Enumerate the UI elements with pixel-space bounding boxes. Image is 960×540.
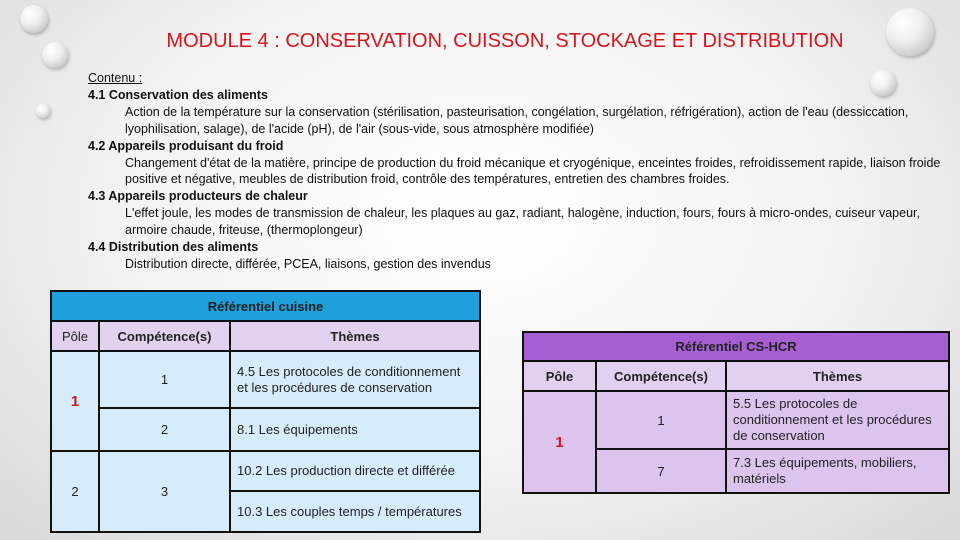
referentiel-cshcr-table: [522, 331, 950, 494]
header-competences: Compétence(s): [596, 361, 726, 391]
theme-cell: 8.1 Les équipements: [230, 408, 480, 451]
header-themes: Thèmes: [230, 321, 480, 351]
competence-cell: 3: [99, 451, 230, 532]
table-caption: Référentiel cuisine: [51, 291, 480, 321]
content-label: Contenu :: [88, 71, 143, 85]
section-heading: 4.2 Appareils produisant du froid: [88, 138, 284, 153]
water-drop-decoration: [20, 5, 48, 33]
competence-cell: 1: [99, 351, 230, 408]
competence-cell: 1: [596, 391, 726, 449]
pole-cell: 2: [51, 451, 99, 532]
water-drop-decoration: [36, 104, 50, 118]
section-text: Action de la température sur la conservation (stérilisation, pasteurisation, congélation, surgélation, réfrigération), action de l'eau (dessiccation, lyophilisation, salage), de l'acide (pH), de l'air (sous-vide, sous atmosphère modifiée): [125, 104, 909, 136]
module-content: [88, 70, 948, 273]
theme-cell: 4.5 Les protocoles de conditionnement et les procédures de conservation: [230, 351, 480, 408]
theme-cell: 7.3 Les équipements, mobiliers, matériels: [726, 449, 949, 493]
section-text: Distribution directe, différée, PCEA, liaisons, gestion des invendus: [125, 256, 491, 271]
referentiel-cuisine-table: [50, 290, 481, 533]
pole-cell: 1: [51, 351, 99, 451]
section-heading: 4.4 Distribution des aliments: [88, 240, 259, 255]
page-title: MODULE 4 : CONSERVATION, CUISSON, STOCKAGE ET DISTRIBUTION: [166, 30, 844, 52]
header-themes: Thèmes: [726, 361, 949, 391]
table-caption: Référentiel CS-HCR: [523, 332, 949, 361]
header-pole: Pôle: [51, 321, 99, 351]
header-competences: Compétence(s): [99, 321, 230, 351]
theme-cell: 5.5 Les protocoles de conditionnement et les procédures de conservation: [726, 391, 949, 449]
competence-cell: 2: [99, 408, 230, 451]
theme-cell: 10.3 Les couples temps / températures: [230, 491, 480, 532]
section-heading: 4.1 Conservation des aliments: [88, 87, 268, 102]
section-heading: 4.3 Appareils producteurs de chaleur: [88, 189, 308, 204]
header-pole: Pôle: [523, 361, 596, 391]
theme-cell: 10.2 Les production directe et différée: [230, 451, 480, 491]
pole-cell: 1: [523, 391, 596, 493]
section-text: L'effet joule, les modes de transmission de chaleur, les plaques au gaz, radiant, halogène, induction, fours, fours à micro-ondes, cuiseur vapeur, armoire chaude, friteuse, (thermoplongeur): [125, 206, 920, 238]
competence-cell: 7: [596, 449, 726, 493]
section-text: Changement d'état de la matière, principe de production du froid mécanique et cryogénique, enceintes froides, refroidissement rapide, liaison froide positive et négative, meubles de distribution froid, contrôle des températures, entretien des chambres froides.: [125, 155, 941, 187]
